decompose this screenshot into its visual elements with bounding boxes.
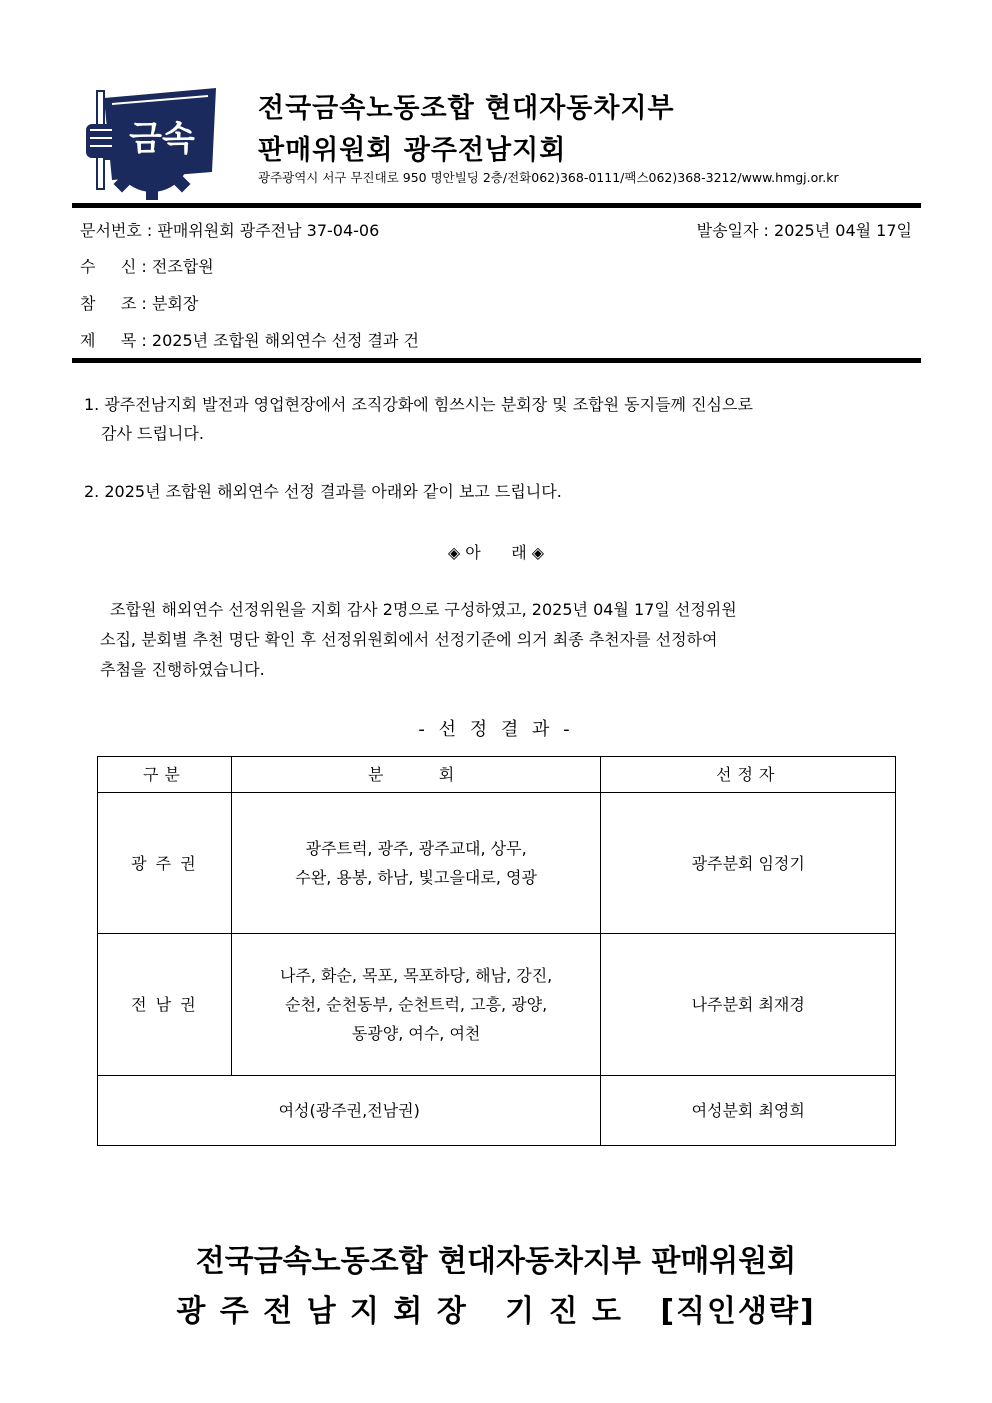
branch-line: 수완, 용봉, 하남, 빛고을대로, 영광 (295, 868, 537, 887)
branches-cell (231, 934, 601, 1076)
branches-cell (231, 793, 601, 934)
header-divider (72, 203, 921, 208)
sent-date: 발송일자 : 2025년 04월 17일 (696, 221, 912, 240)
union-logo (82, 84, 222, 202)
contact-address: 광주광역시 서구 무진대로 950 명안빌딩 2층/전화062)368-0111/팩스062)368-3212/www.hmgj.or.kr (258, 170, 839, 185)
column-header-selected: 선정자 (601, 757, 896, 793)
table-row (98, 934, 896, 1076)
org-name-line2: 판매위원회 광주전남지회 (258, 135, 567, 166)
branch-line: 순천, 순천동부, 순천트럭, 고흥, 광양, (285, 995, 548, 1014)
item2: 2. 2025년 조합원 해외연수 선정 결과를 아래와 같이 보고 드립니다. (84, 482, 562, 501)
region-cell: 전 남 권 (98, 934, 232, 1076)
meta-divider (72, 358, 921, 363)
women-category-cell: 여성(광주권,전남권) (98, 1076, 601, 1146)
selected-cell: 여성분회 최영희 (601, 1076, 896, 1146)
column-header-category: 구분 (98, 757, 232, 793)
selected-cell: 광주분회 임정기 (601, 793, 896, 934)
item1-line1: 1. 광주전남지회 발전과 영업현장에서 조직강화에 힘쓰시는 분회장 및 조합원 동지들께 진심으로 (84, 395, 753, 414)
selection-results-table (97, 756, 896, 1146)
org-name-line1: 전국금속노동조합 현대자동차지부 (258, 93, 675, 124)
branch-line: 동광양, 여수, 여천 (351, 1024, 481, 1043)
body-text-line1: 조합원 해외연수 선정위원을 지회 감사 2명으로 구성하였고, 2025년 04월 17일 선정위원 (110, 600, 737, 619)
result-heading: - 선 정 결 과 - (418, 719, 574, 740)
branch-line: 광주트럭, 광주, 광주교대, 상무, (305, 839, 527, 858)
reference: 참 조 : 분회장 (80, 294, 199, 313)
branch-line: 나주, 화순, 목포, 목포하당, 해남, 강진, (279, 966, 553, 985)
region-cell: 광 주 권 (98, 793, 232, 934)
svg-text:금속: 금속 (129, 119, 195, 159)
table-row-women (98, 1076, 896, 1146)
selected-cell: 나주분회 최재경 (601, 934, 896, 1076)
body-text-line2: 소집, 분회별 추천 명단 확인 후 선정위원회에서 선정기준에 의거 최종 추천자를 선정하여 (100, 630, 718, 649)
doc-number: 문서번호 : 판매위원회 광주전남 37-04-06 (80, 221, 380, 240)
table-row (98, 793, 896, 934)
item1-line2: 감사 드립니다. (101, 424, 204, 443)
footer-org: 전국금속노동조합 현대자동차지부 판매위원회 (195, 1244, 797, 1279)
table-header-row (98, 757, 896, 793)
recipient: 수 신 : 전조합원 (80, 257, 214, 276)
column-header-branch: 분 회 (231, 757, 601, 793)
below-heading: ◈ 아 래 ◈ (447, 543, 545, 562)
footer-signature: 광 주 전 남 지 회 장 기 진 도 [직인생략] (176, 1294, 816, 1329)
body-text-line3: 추첨을 진행하였습니다. (100, 660, 265, 679)
subject: 제 목 : 2025년 조합원 해외연수 선정 결과 건 (80, 331, 419, 350)
